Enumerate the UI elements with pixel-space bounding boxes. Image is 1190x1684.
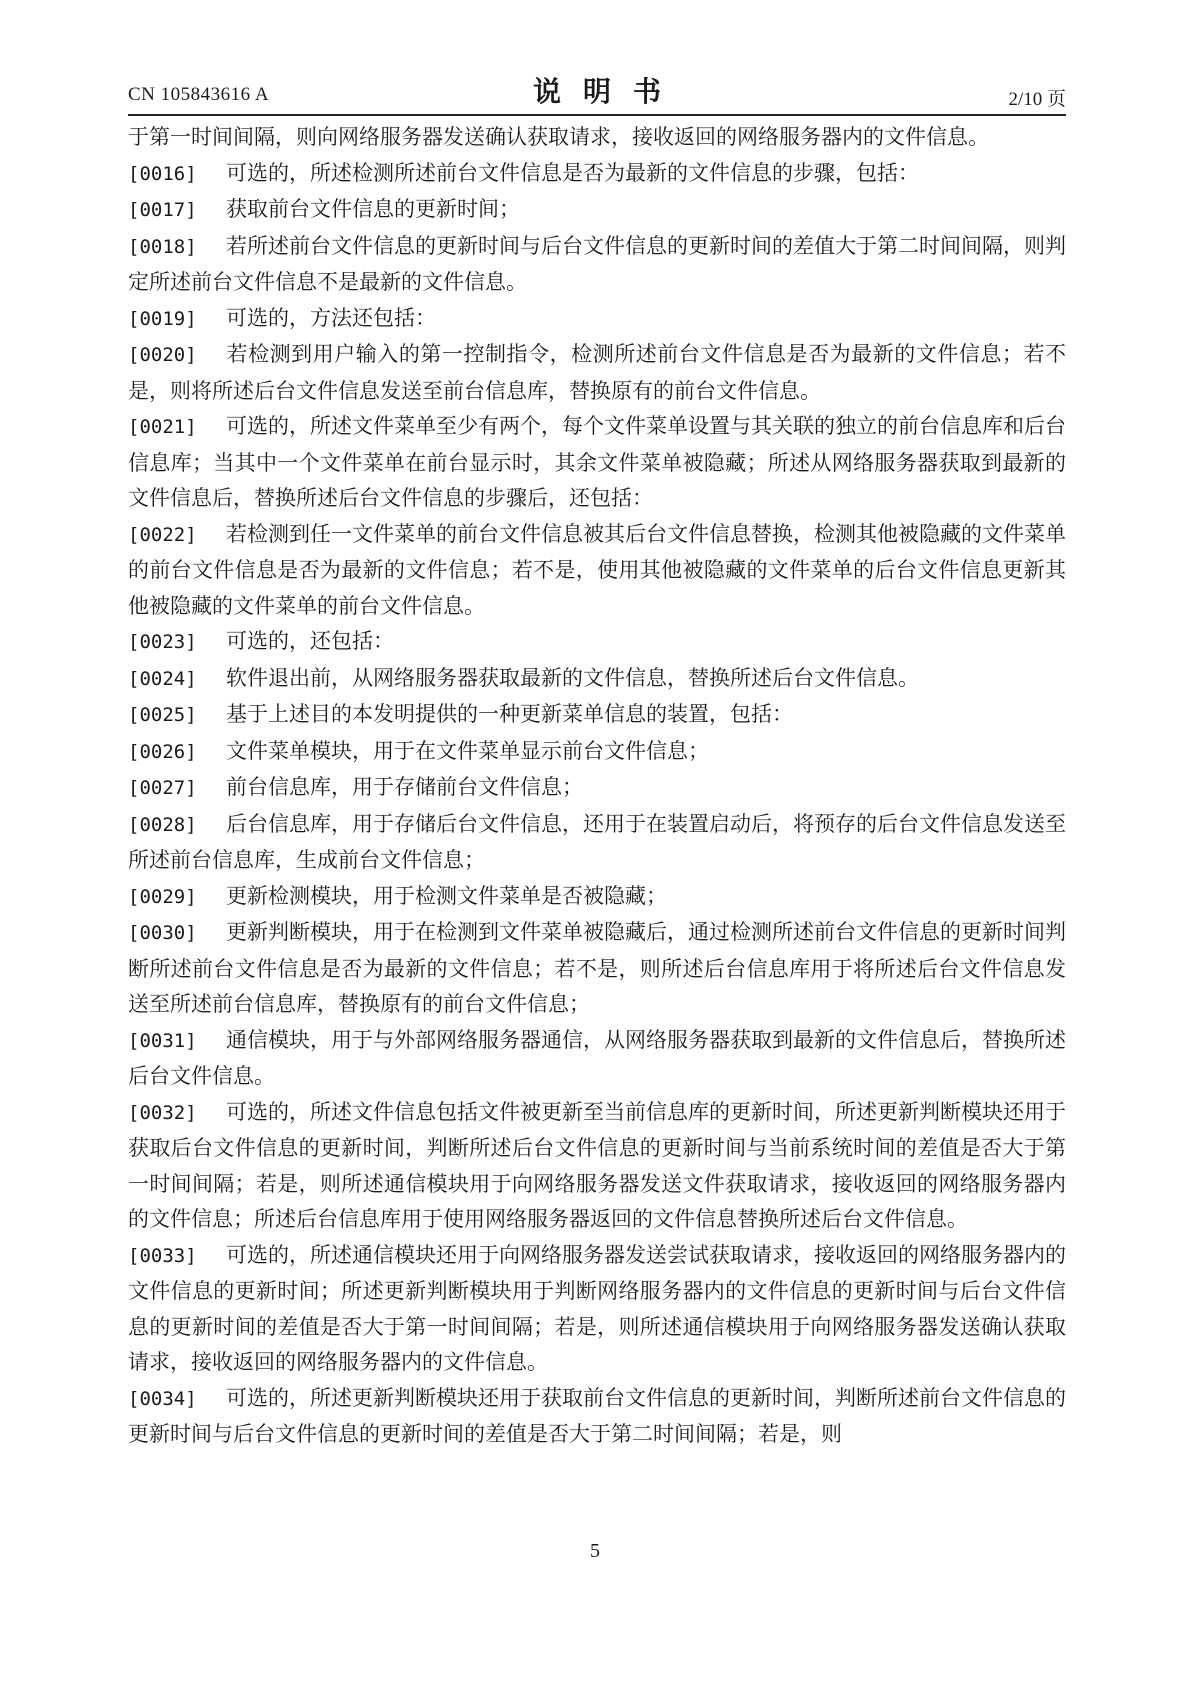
paragraph-number: [0032] xyxy=(128,1101,197,1124)
paragraph-0034 xyxy=(128,1381,1066,1453)
paragraph-number: [0029] xyxy=(128,885,197,908)
paragraph-number: [0034] xyxy=(128,1387,197,1410)
paragraph-0026 xyxy=(128,734,1066,771)
paragraph-number: [0031] xyxy=(128,1029,197,1052)
paragraph-number: [0030] xyxy=(128,922,197,944)
paragraph-text: 获取前台文件信息的更新时间； xyxy=(226,197,520,221)
paragraph-number: [0020] xyxy=(128,344,197,366)
page-header xyxy=(128,70,1066,116)
patent-number: CN 105843616 A xyxy=(128,84,270,105)
paragraph-text: 前台信息库，用于存储前台文件信息； xyxy=(226,775,583,799)
paragraph-0024 xyxy=(128,661,1066,698)
paragraph-0029 xyxy=(128,879,1066,916)
paragraph-0016 xyxy=(128,156,1066,193)
paragraph-number: [0028] xyxy=(128,813,197,836)
page-count: 2/10 页 xyxy=(1008,89,1066,110)
paragraph-0030 xyxy=(128,915,1066,1023)
paragraph-number: [0018] xyxy=(128,235,197,258)
paragraph-number: [0017] xyxy=(128,199,197,221)
paragraph-0028 xyxy=(128,807,1066,879)
paragraph-text: 更新判断模块，用于在检测到文件菜单被隐藏后，通过检测所述前台文件信息的更新时间判断所述前台文件信息是否为最新的文件信息；若不是，则所述后台信息库用于将所述后台文件信息发送至所述前台信息库，替换原有的前台文件信息； xyxy=(128,920,1066,1016)
paragraph-text: 可选的，所述检测所述前台文件信息是否为最新的文件信息的步骤，包括： xyxy=(226,160,919,185)
paragraph-0018 xyxy=(128,229,1066,301)
paragraph-0031 xyxy=(128,1023,1066,1095)
paragraph-number: [0021] xyxy=(128,416,197,438)
paragraph-0025 xyxy=(128,697,1066,734)
paragraph-text: 可选的，所述更新判断模块还用于获取前台文件信息的更新时间，判断所述前台文件信息的更新时间与后台文件信息的更新时间的差值是否大于第二时间间隔；若是，则 xyxy=(128,1385,1066,1446)
document-body xyxy=(128,120,1066,1453)
paragraph-number: [0019] xyxy=(128,307,197,330)
paragraph-text: 通信模块，用于与外部网络服务器通信，从网络服务器获取到最新的文件信息后，替换所述后台文件信息。 xyxy=(128,1027,1066,1088)
paragraph-text: 后台信息库，用于存储后台文件信息，还用于在装置启动后，将预存的后台文件信息发送至所述前台信息库，生成前台文件信息； xyxy=(128,811,1066,872)
paragraph-text: 更新检测模块，用于检测文件菜单是否被隐藏； xyxy=(226,883,667,908)
paragraph-0019 xyxy=(128,301,1066,338)
paragraph-0021 xyxy=(128,409,1066,517)
paragraph-text: 可选的，所述通信模块还用于向网络服务器发送尝试获取请求，接收返回的网络服务器内的文件信息的更新时间；所述更新判断模块用于判断网络服务器内的文件信息的更新时间与后台文件信息的更新时间的差值是否大于第一时间间隔；若是，则所述通信模块用于向网络服务器发送确认获取请求，接收返回的网络服务器内的文件信息。 xyxy=(128,1242,1066,1374)
paragraph-number: [0022] xyxy=(128,523,197,546)
paragraph-text: 软件退出前，从网络服务器获取最新的文件信息，替换所述后台文件信息。 xyxy=(226,665,919,690)
paragraph-number: [0033] xyxy=(128,1244,197,1267)
paragraph-text: 若所述前台文件信息的更新时间与后台文件信息的更新时间的差值大于第二时间间隔，则判定所述前台文件信息不是最新的文件信息。 xyxy=(128,233,1066,294)
paragraph-text: 于第一时间间隔，则向网络服务器发送确认获取请求，接收返回的网络服务器内的文件信息。 xyxy=(128,125,989,149)
paragraph-number: [0027] xyxy=(128,777,197,799)
paragraph-number: [0016] xyxy=(128,162,197,185)
paragraph-text: 文件菜单模块，用于在文件菜单显示前台文件信息； xyxy=(226,738,709,763)
paragraph-text: 可选的，还包括： xyxy=(226,629,394,653)
paragraph-0023 xyxy=(128,624,1066,661)
paragraph-0033 xyxy=(128,1238,1066,1381)
paragraph-0027 xyxy=(128,770,1066,807)
paragraph-0020 xyxy=(128,337,1066,409)
paragraph-number: [0025] xyxy=(128,704,197,726)
paragraph-text: 若检测到用户输入的第一控制指令，检测所述前台文件信息是否为最新的文件信息；若不是，则将所述后台文件信息发送至前台信息库，替换原有的前台文件信息。 xyxy=(128,342,1066,403)
paragraph-text: 可选的，方法还包括： xyxy=(226,305,436,330)
page-number: 5 xyxy=(590,1540,600,1562)
paragraph-0017 xyxy=(128,192,1066,229)
paragraph-text: 基于上述目的本发明提供的一种更新菜单信息的装置，包括： xyxy=(226,702,793,726)
paragraph-text: 可选的，所述文件菜单至少有两个，每个文件菜单设置与其关联的独立的前台信息库和后台信息库；当其中一个文件菜单在前台显示时，其余文件菜单被隐藏；所述从网络服务器获取到最新的文件信息后，替换所述后台文件信息的步骤后，还包括： xyxy=(128,414,1066,510)
paragraph-text: 可选的，所述文件信息包括文件被更新至当前信息库的更新时间，所述更新判断模块还用于获取后台文件信息的更新时间，判断所述后台文件信息的更新时间与当前系统时间的差值是否大于第一时间间隔；若是，则所述通信模块用于向网络服务器发送文件获取请求，接收返回的网络服务器内的文件信息；所述后台信息库用于使用网络服务器返回的文件信息替换所述后台文件信息。 xyxy=(128,1099,1066,1231)
document-title: 说明书 xyxy=(532,75,683,108)
paragraph-0032 xyxy=(128,1095,1066,1238)
paragraph-0022 xyxy=(128,517,1066,625)
paragraph-text: 若检测到任一文件菜单的前台文件信息被其后台文件信息替换，检测其他被隐藏的文件菜单的前台文件信息是否为最新的文件信息；若不是，使用其他被隐藏的文件菜单的后台文件信息更新其他被隐藏的文件菜单的前台文件信息。 xyxy=(128,521,1066,618)
paragraph-number: [0024] xyxy=(128,667,197,690)
paragraph-number: [0023] xyxy=(128,631,197,653)
paragraph-continuation xyxy=(128,120,1066,156)
paragraph-number: [0026] xyxy=(128,740,197,763)
